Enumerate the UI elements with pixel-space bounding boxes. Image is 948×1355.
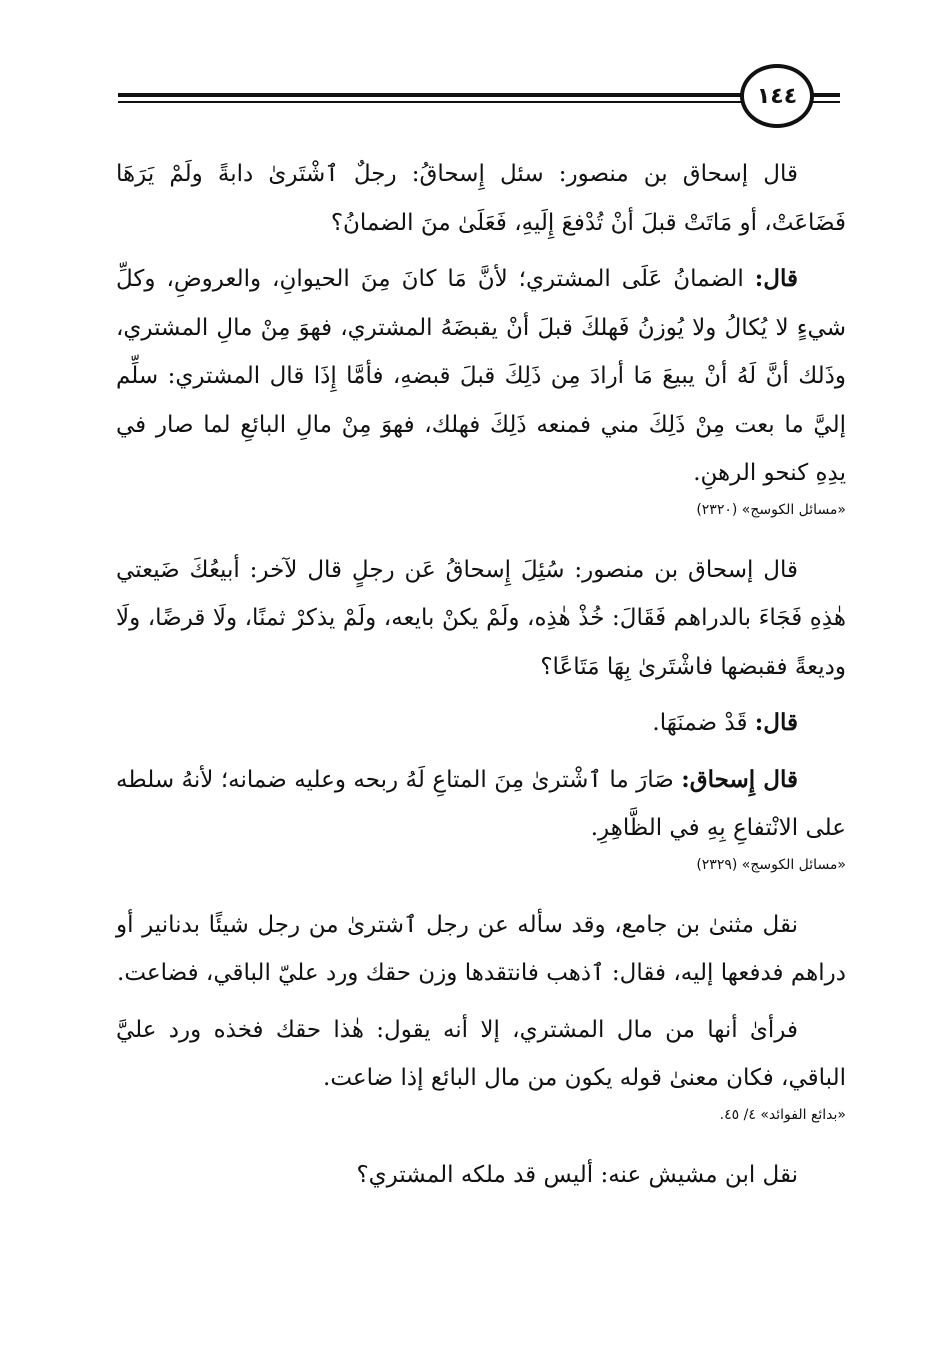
paragraph — [116, 1006, 846, 1103]
paragraph-lead: قال: — [754, 709, 798, 736]
page-number-badge: ١٤٤ — [740, 64, 814, 128]
source-citation: «مسائل الكوسج» (٢٣٢٩) — [696, 856, 846, 873]
paragraph — [116, 150, 846, 247]
paragraph-lead: قال إِسحاق: — [681, 765, 798, 793]
paragraph-text: فرأىٰ أنها من مال المشتري، إلا أنه يقول: هٰذا حقك فخذه ورد عليَّ الباقي، فكان معنىٰ قوله يكون من مال البائع إذا ضاعت. — [116, 1016, 846, 1091]
source-citation: «بدائع الفوائد» ٤/ ٤٥. — [719, 1106, 846, 1123]
source-citation: «مسائل الكوسج» (٢٣٢٠) — [696, 501, 846, 518]
paragraph-text: قال إسحاق بن منصور: سُئِلَ إِسحاقُ عَن رجلٍ قال لآخر: أبيعُكَ ضَيعتي هٰذِهِ فَجَاءَ بالدراهم فَقَالَ: خُذْ هٰذِه، ولَمْ يكنْ بايعه، ولَمْ يذكرْ ثمنًا، ولَا قرضًا، ولَا وديعةً فقبضها فاشْتَرىٰ بِهَا مَتَاعًا؟ — [116, 556, 846, 680]
paragraph-text: نقل مثنىٰ بن جامع، وقد سأله عن رجل ٱشترىٰ من رجل شيئًا بدنانير أو دراهم فدفعها إليه، فقال: ٱذهب فانتقدها وزن حقك ورد عليّ الباقي، فضاعت. — [116, 911, 846, 986]
paragraph-text: صَارَ ما ٱشْترىٰ مِنَ المتاعِ لَهُ ربحه وعليه ضمانه؛ لأنهُ سلطه على الانْتفاعِ بِهِ في الظَّاهِرِ. — [116, 766, 846, 841]
header-rule — [118, 101, 743, 103]
paragraph — [116, 901, 846, 998]
paragraph-text: قَدْ ضمنَهَا. — [652, 710, 755, 736]
page-body — [116, 150, 846, 1207]
paragraph — [116, 756, 846, 853]
paragraph — [116, 1151, 846, 1200]
header-rule — [118, 93, 743, 97]
header-rule — [812, 101, 840, 103]
header-rule — [812, 93, 840, 97]
paragraph-lead: قال: — [754, 265, 798, 292]
paragraph-text: نقل ابن مشيش عنه: أليس قد ملكه المشتري؟ — [356, 1161, 798, 1188]
paragraph — [116, 546, 846, 692]
paragraph — [116, 699, 846, 748]
paragraph-text: الضمانُ عَلَى المشتري؛ لأنَّ مَا كانَ مِنَ الحيوانِ، والعروضِ، وكلِّ شيءٍ لا يُكالُ ولا يُوزنُ فَهلكَ قبلَ أنْ يقبضَهُ المشتري، فهوَ مِنْ مالِ المشتري، وذَلك أنَّ لَهُ أنْ يبيعَ مَا أرادَ مِن ذَلِكَ قبلَ قبضهِ، فأمَّا إِذَا قال المشتري: سلِّم إليَّ ما بعت مِنْ ذَلِكَ مني فمنعه ذَلِكَ فهلك، فهوَ مِنْ مالِ البائعِ لما صار في يدِهِ كنحو الرهنِ. — [116, 266, 847, 486]
paragraph — [116, 255, 846, 498]
paragraph-text: قال إسحاق بن منصور: سئل إِسحاقُ: رجلٌ ٱشْتَرىٰ دابةً ولَمْ يَرَهَا فَضَاعَتْ، أو مَاتَتْ قبلَ أنْ تُدْفعَ إِلَيهِ، فَعَلَىٰ منَ الضمانُ؟ — [116, 161, 846, 236]
